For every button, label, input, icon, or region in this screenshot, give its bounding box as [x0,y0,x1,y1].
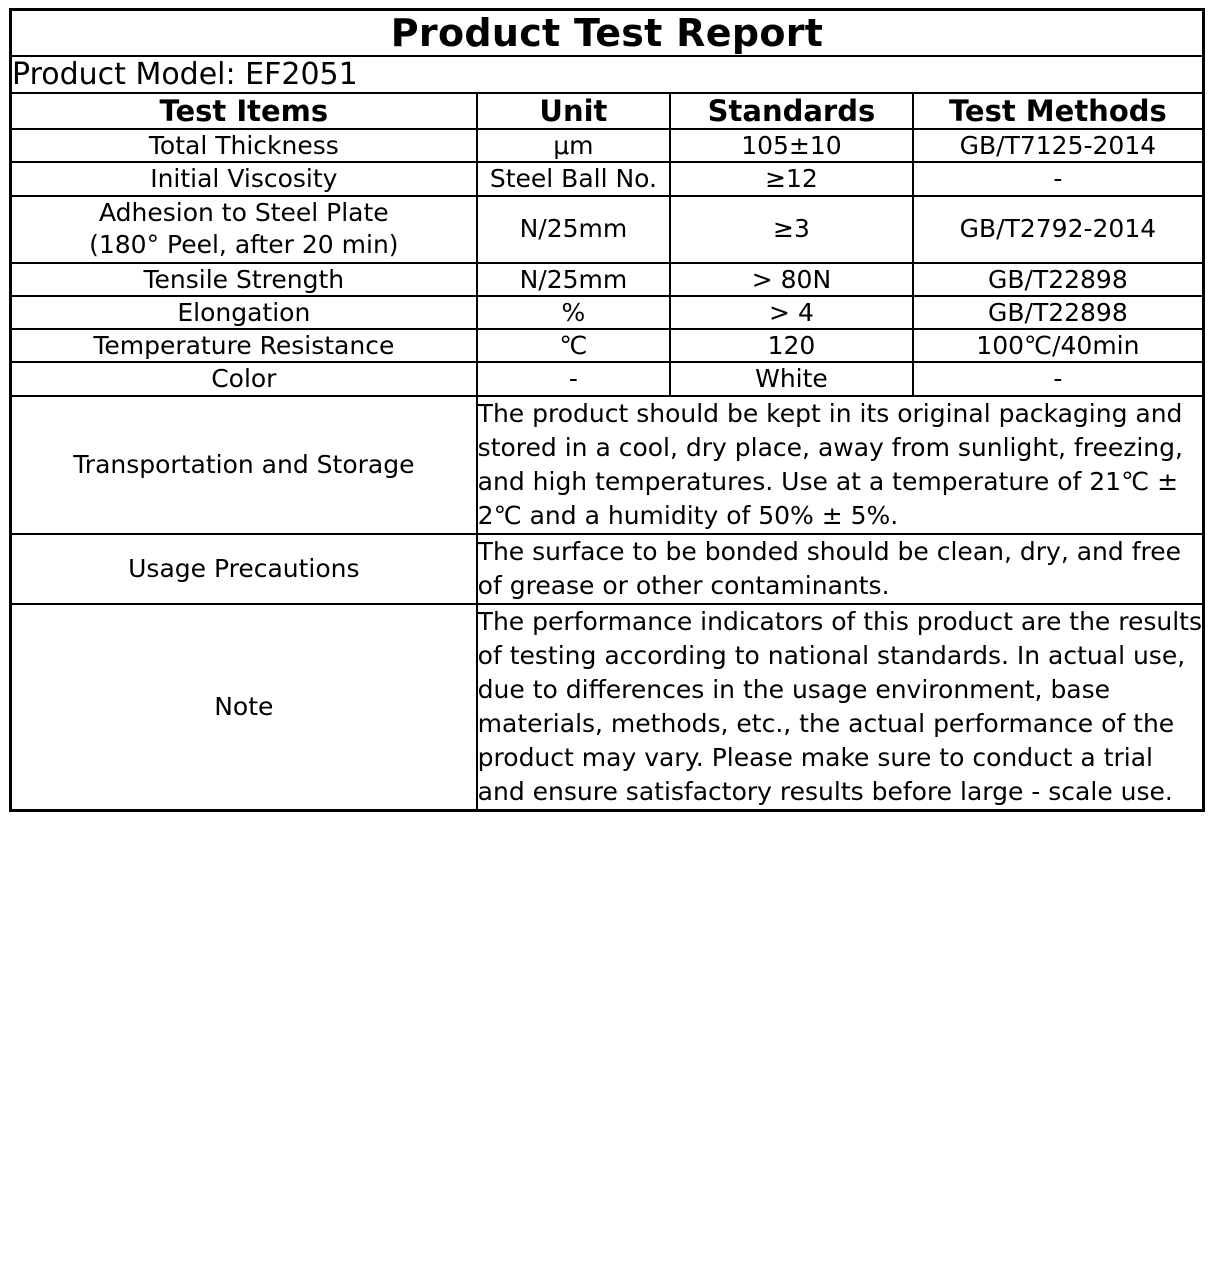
table-header-row [11,93,1204,129]
cell-unit: μm [477,129,670,162]
cell-method: GB/T22898 [913,263,1204,296]
column-header-test-items: Test Items [11,93,477,129]
cell-standard: > 4 [670,296,913,329]
cell-test-item-line1: Adhesion to Steel Plate [98,197,389,227]
cell-unit: % [477,296,670,329]
product-test-report-table [9,8,1205,812]
cell-unit: - [477,362,670,395]
cell-method: GB/T2792-2014 [913,196,1204,263]
column-header-test-methods: Test Methods [913,93,1204,129]
note-row-note [11,604,1204,811]
note-text: The product should be kept in its original packaging and stored in a cool, dry place, away from sunlight, freezing, and high temperatures. Use at a temperature of 21℃ ± 2℃ and a humidity of 50% ± 5%. [477,396,1204,534]
note-row-usage-precautions [11,534,1204,604]
cell-test-item: Color [11,362,477,395]
note-row-transportation-and-storage [11,396,1204,534]
cell-method: GB/T22898 [913,296,1204,329]
cell-unit: N/25mm [477,263,670,296]
note-text: The performance indicators of this product are the results of testing according to national standards. In actual use, due to differences in the usage environment, base materials, methods, etc., the actual performance of the product may vary. Please make sure to conduct a trial and ensure satisfactory results before large - scale use. [477,604,1204,811]
column-header-unit: Unit [477,93,670,129]
product-model: Product Model: EF2051 [11,56,1204,93]
cell-test-item: Total Thickness [11,129,477,162]
cell-test-item-line2: (180° Peel, after 20 min) [89,230,399,259]
cell-test-item: Elongation [11,296,477,329]
cell-method: 100℃/40min [913,329,1204,362]
cell-standard: ≥3 [670,196,913,263]
table-row [11,362,1204,395]
cell-standard: White [670,362,913,395]
table-row [11,296,1204,329]
cell-method: GB/T7125-2014 [913,129,1204,162]
cell-test-item [11,196,477,263]
cell-unit: ℃ [477,329,670,362]
column-header-standards: Standards [670,93,913,129]
cell-unit: N/25mm [477,196,670,263]
cell-method: - [913,362,1204,395]
title-row [11,10,1204,57]
cell-standard: 105±10 [670,129,913,162]
cell-standard: ≥12 [670,162,913,195]
cell-test-item: Initial Viscosity [11,162,477,195]
table-row [11,129,1204,162]
table-row [11,162,1204,195]
cell-test-item: Tensile Strength [11,263,477,296]
cell-unit: Steel Ball No. [477,162,670,195]
cell-method: - [913,162,1204,195]
product-model-row [11,56,1204,93]
page-title: Product Test Report [11,10,1204,57]
cell-standard: 120 [670,329,913,362]
note-label: Usage Precautions [11,534,477,604]
note-label: Transportation and Storage [11,396,477,534]
cell-test-item: Temperature Resistance [11,329,477,362]
cell-standard: > 80N [670,263,913,296]
table-row [11,263,1204,296]
note-label: Note [11,604,477,811]
table-row [11,329,1204,362]
table-row [11,196,1204,263]
note-text: The surface to be bonded should be clean, dry, and free of grease or other contaminants. [477,534,1204,604]
